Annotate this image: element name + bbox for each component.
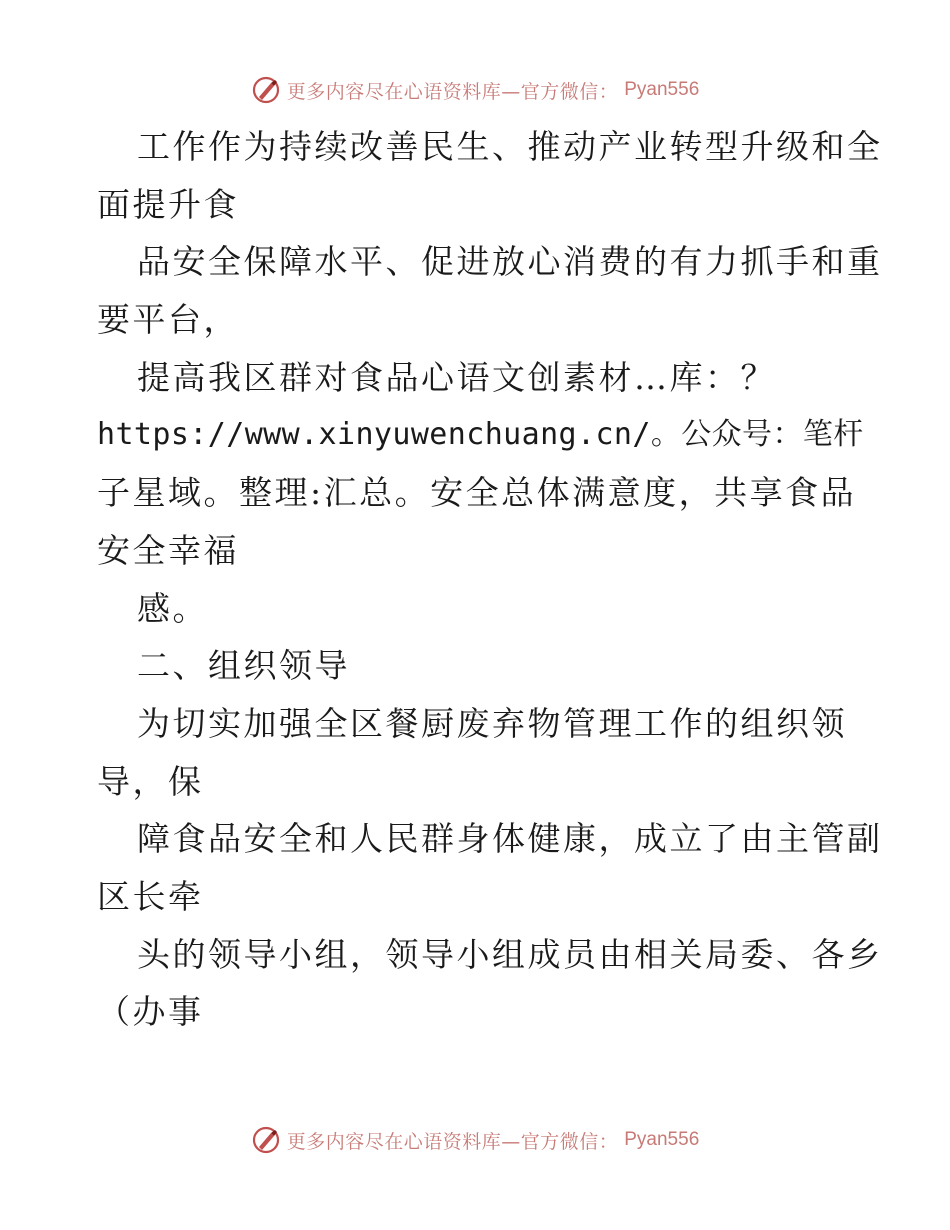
watermark-account: Pyan556	[624, 1129, 700, 1150]
document-body	[97, 118, 883, 1041]
paragraph-line: 子星域。整理:汇总。安全总体满意度，共享食品	[97, 473, 857, 513]
paragraph-line: 区长牵	[97, 876, 204, 916]
paragraph-line: 感。	[137, 588, 208, 628]
paragraph-line: （办事	[97, 992, 204, 1032]
paragraph-line: 为切实加强全区餐厨废弃物管理工作的组织领	[137, 703, 847, 743]
header-watermark	[0, 70, 950, 110]
paragraph-line: 障食品安全和人民群身体健康，成立了由主管副	[137, 819, 883, 859]
paragraph-line: 品安全保障水平、促进放心消费的有力抓手和重	[137, 242, 883, 282]
pen-logo-icon	[251, 75, 281, 105]
section-heading: 二、组织领导	[137, 646, 350, 686]
watermark-text: 更多内容尽在心语资料库—官方微信：	[286, 80, 619, 103]
paragraph-line: 提高我区群对食品心语文创素材…库：？	[137, 357, 776, 397]
paragraph-line: 安全幸福	[97, 530, 239, 570]
paragraph-line: 导，保	[97, 761, 204, 801]
paragraph-line-url: https://www.xinyuwenchuang.cn/。公众号：笔杆	[97, 417, 864, 453]
paragraph-line: 要平台，	[97, 300, 239, 340]
pen-logo-icon	[251, 1125, 281, 1155]
paragraph-line: 头的领导小组，领导小组成员由相关局委、各乡	[137, 934, 883, 974]
paragraph-line: 工作作为持续改善民生、推动产业转型升级和全	[137, 127, 883, 166]
footer-watermark	[0, 1120, 950, 1160]
watermark-text: 更多内容尽在心语资料库—官方微信：	[286, 1130, 619, 1153]
watermark-account: Pyan556	[624, 79, 700, 100]
paragraph-line: 面提升食	[97, 184, 239, 224]
